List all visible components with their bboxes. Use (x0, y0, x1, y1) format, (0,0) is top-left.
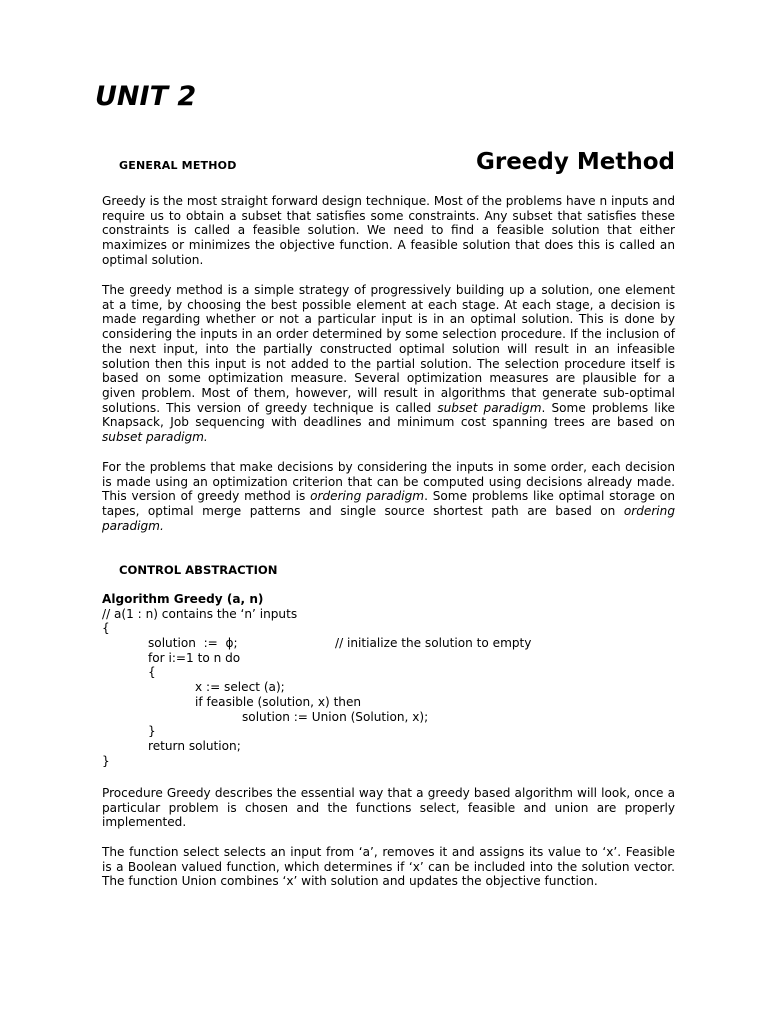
code-line: if feasible (solution, x) then (195, 694, 362, 709)
paragraph-ordering-paradigm (102, 460, 675, 534)
code-line: } (102, 753, 110, 768)
code-line: Algorithm Greedy (a, n) (102, 592, 264, 606)
emphasis-ordering-paradigm: ordering paradigm (310, 489, 425, 504)
main-heading: Greedy Method (475, 149, 675, 175)
paragraph-subset-paradigm (102, 283, 675, 445)
paragraph-text: For the problems that make decisions by considering the inputs in some order, each decision is made using an optimization criterion that can be computed using decisions already made. This version of greedy method is (102, 460, 675, 504)
code-line: // a(1 : n) contains the ‘n’ inputs (102, 606, 298, 621)
paragraph-text: . Some problems like optimal storage on tapes, optimal merge patterns and single source shortest path are based on (102, 489, 675, 519)
paragraph-function-select: The function select selects an input from ‘a’, removes it and assigns its value to ‘x’. Feasible is a Boolean valued function, which determines if ‘x’ can be included into the solution vector. The function Union combines ‘x’ with solution and updates the objective function. (102, 845, 675, 889)
paragraph-procedure-greedy: Procedure Greedy describes the essential way that a greedy based algorithm will look, once a particular problem is chosen and the functions select, feasible and union are properly implemented. (102, 786, 675, 830)
code-line: return solution; (148, 738, 241, 753)
section-label-general-method: GENERAL METHOD (119, 159, 237, 172)
code-line: solution := Union (Solution, x); (242, 709, 429, 724)
emphasis-subset-paradigm: subset paradigm (437, 400, 542, 415)
code-line: x := select (a); (195, 680, 285, 695)
unit-title: UNIT 2 (95, 81, 197, 112)
code-line: } (148, 724, 156, 739)
section-label-control-abstraction: CONTROL ABSTRACTION (119, 563, 278, 577)
emphasis-subset-paradigm: subset paradigm. (102, 430, 208, 445)
code-line: { (102, 621, 110, 636)
heading-row (102, 146, 675, 180)
paragraph-text: The greedy method is a simple strategy of progressively building up a solution, one element at a time, by choosing the best possible element at each stage. At each stage, a decision is made regarding whether or not a particular input is in an optimal solution. This is done by considering the inputs in an order determined by some selection procedure. If the inclusion of the next input, into the partially constructed optimal solution will result in an infeasible solution then this input is not added to the partial solution. The selection procedure itself is based on some optimization measure. Several optimization measures are plausible for a given problem. Most of them, however, will result in algorithms that generate sub-optimal solutions. This version of greedy technique is called (102, 283, 675, 415)
code-line: for i:=1 to n do (148, 650, 241, 665)
algorithm-code-block (102, 592, 675, 768)
code-statement: solution := ϕ; (148, 636, 238, 651)
paragraph-intro: Greedy is the most straight forward design technique. Most of the problems have n inputs and require us to obtain a subset that satisfies some constraints. Any subset that satisfies these constraints is called a feasible solution. We need to find a feasible solution that either maximizes or minimizes the objective function. A feasible solution that does this is called an optimal solution. (102, 194, 675, 267)
code-comment: // initialize the solution to empty (335, 636, 532, 651)
code-line-with-comment (102, 636, 675, 651)
emphasis-ordering-paradigm: ordering paradigm. (102, 504, 675, 533)
code-line: { (148, 665, 156, 680)
paragraph-text: . Some problems like Knapsack, Job sequencing with deadlines and minimum cost spanning trees are based on (102, 400, 676, 430)
